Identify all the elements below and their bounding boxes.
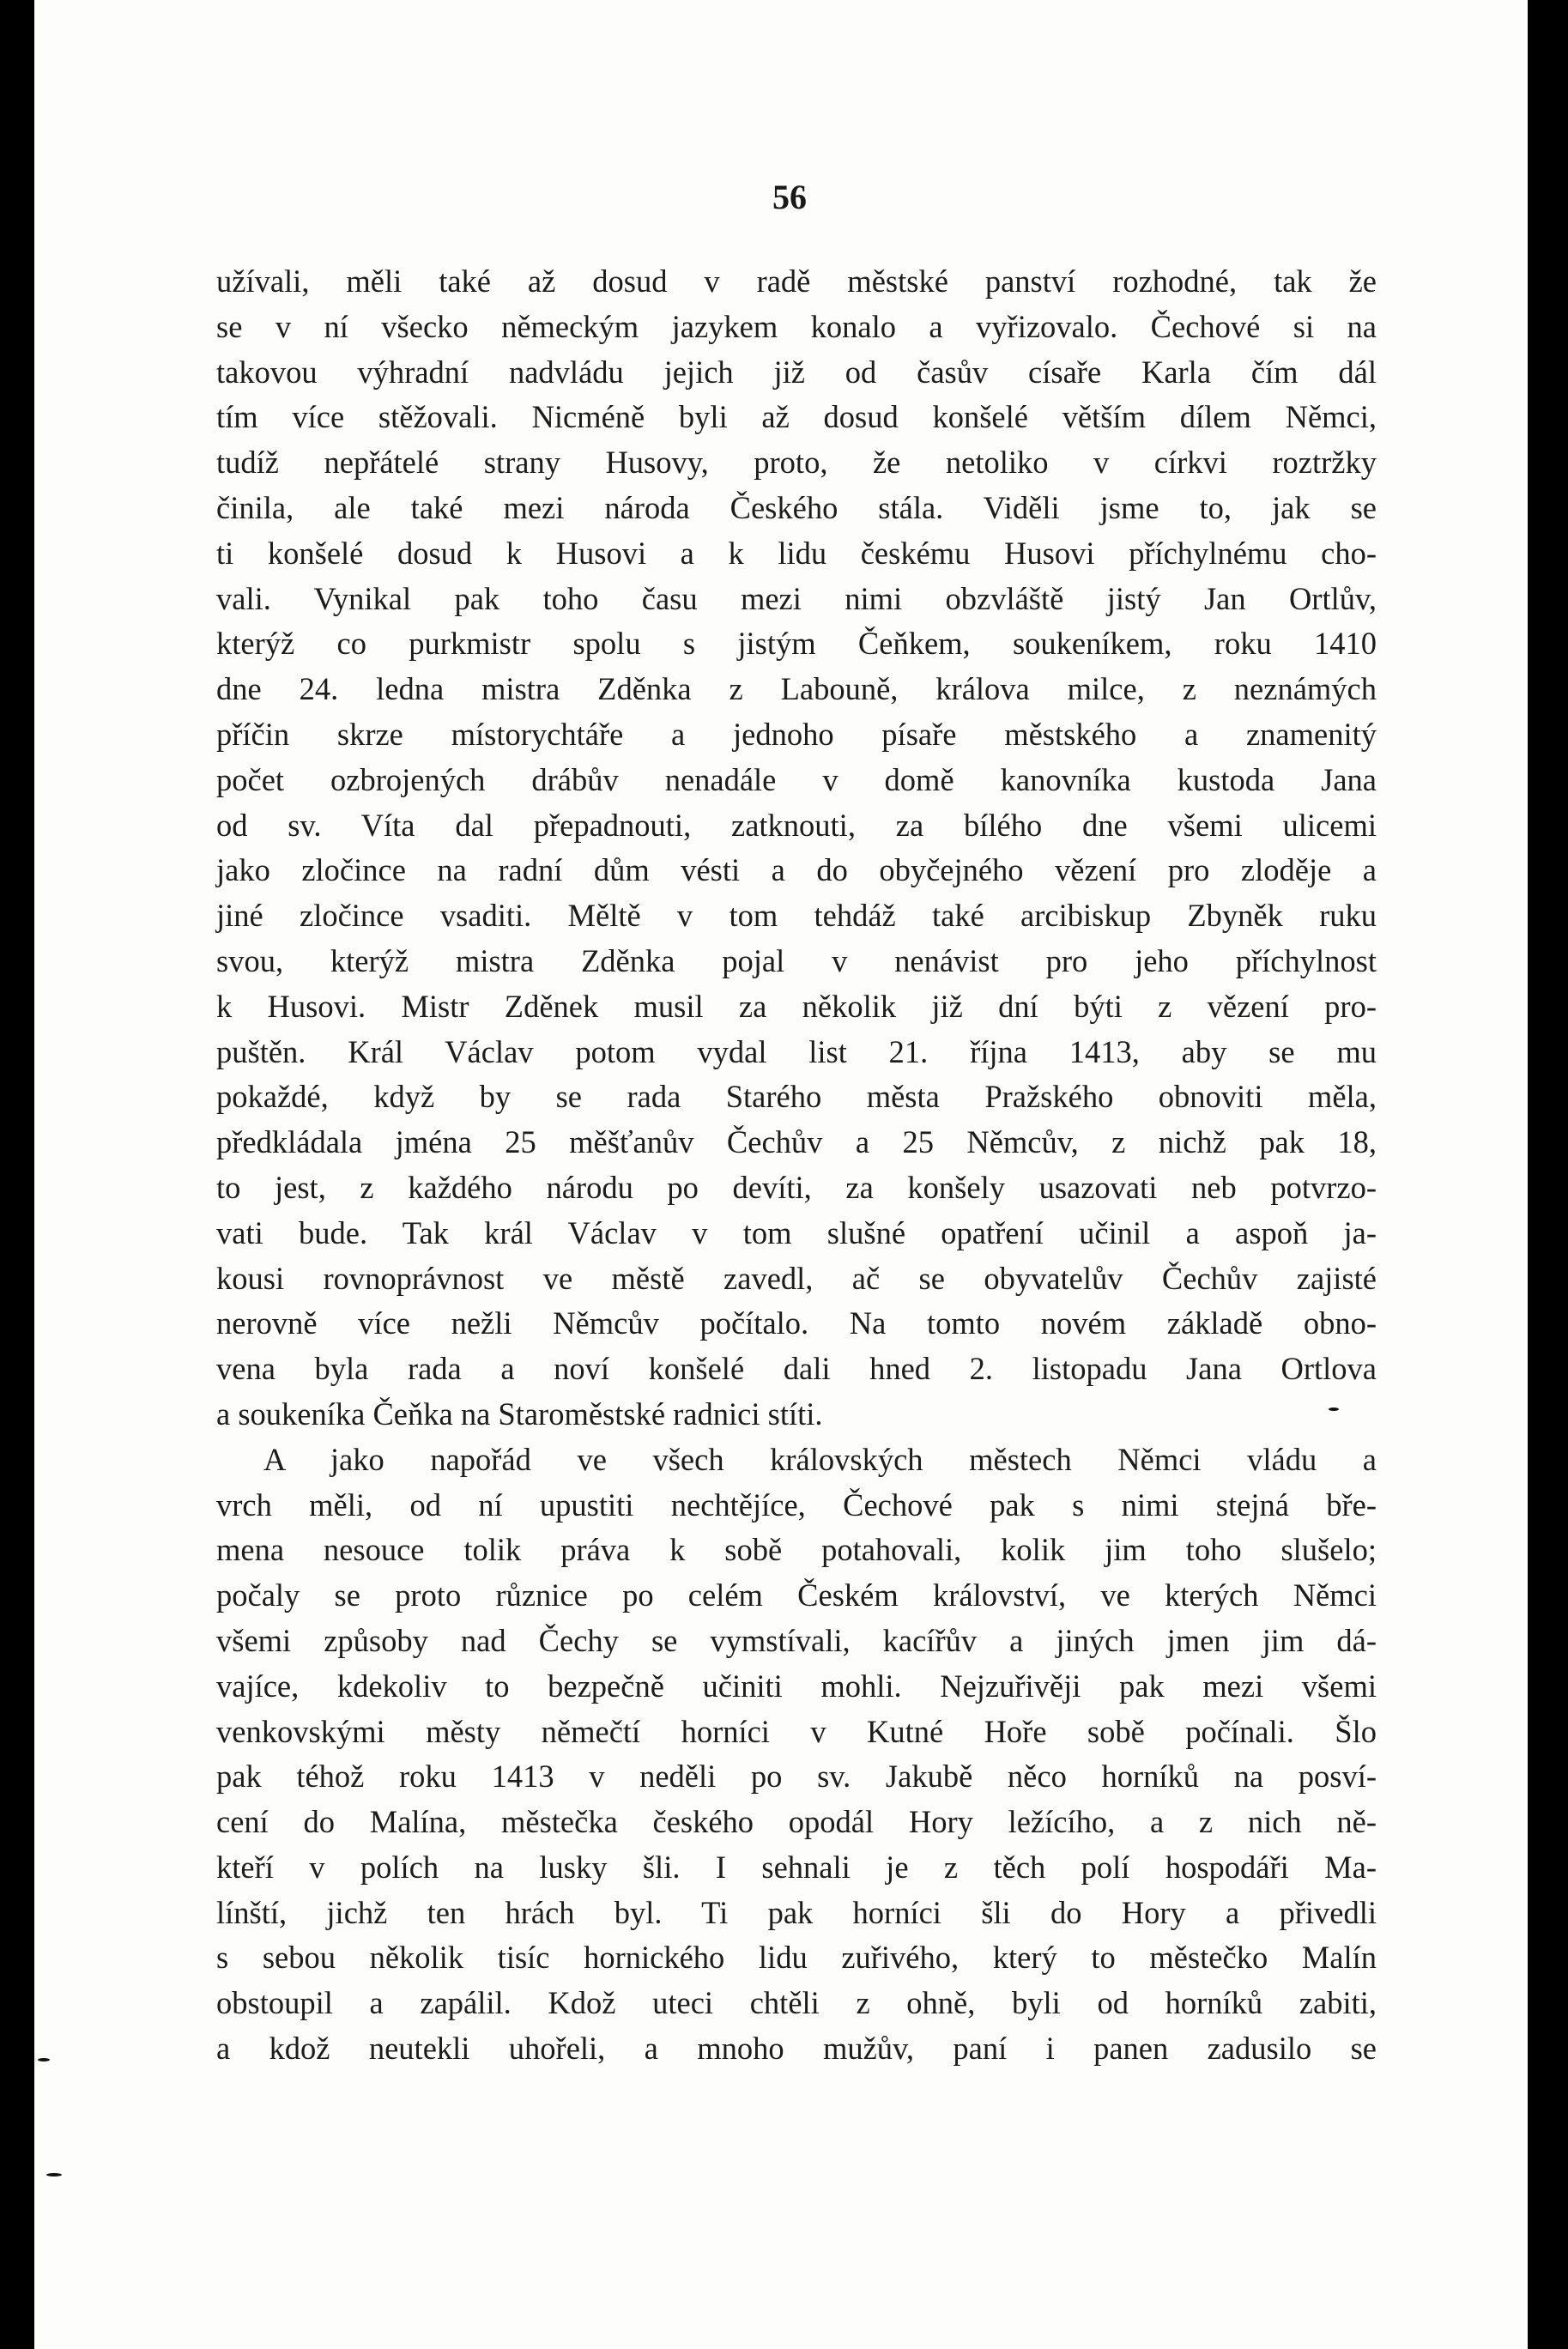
text-line: vrch měli, od ní upustiti nechtějíce, Čechové pak s nimi stejná bře-: [216, 1486, 1377, 1523]
body-text: [216, 259, 1377, 2072]
text-line: jiné zločince vsaditi. Měltě v tom tehdáž také arcibiskup Zbyněk ruku: [216, 898, 1377, 934]
text-line: tudíž nepřátelé strany Husovy, proto, že netoliko v církvi roztržky: [216, 445, 1377, 481]
text-line: s sebou několik tisíc hornického lidu zuřivého, který to městečko Malín: [216, 1940, 1377, 1976]
text-line: předkládala jména 25 měšťanův Čechův a 25 Němcův, z nichž pak 18,: [216, 1124, 1377, 1160]
text-line: a kdož neutekli uhořeli, a mnoho mužův, paní i panen zadusilo se: [216, 2031, 1377, 2067]
text-line: vajíce, kdekoliv to bezpečně učiniti mohli. Nejzuřivěji pak mezi všemi: [216, 1668, 1377, 1704]
text-line: od sv. Víta dal přepadnouti, zatknouti, za bílého dne všemi ulicemi: [216, 807, 1377, 843]
text-line: vena byla rada a noví konšelé dali hned 2. listopadu Jana Ortlova: [216, 1351, 1377, 1387]
text-line: užívali, měli také až dosud v radě městské panství rozhodné, tak že: [216, 263, 1377, 299]
text-line: pak téhož roku 1413 v neděli po sv. Jakubě něco horníků na posví-: [216, 1759, 1377, 1795]
text-line: počet ozbrojených drábův nenadále v domě kanovníka kustoda Jana: [216, 761, 1377, 797]
text-line: venkovskými městy němečtí horníci v Kutné Hoře sobě počínali. Šlo: [216, 1713, 1377, 1749]
text-line: puštěn. Král Václav potom vydal list 21. října 1413, aby se mu: [216, 1033, 1377, 1069]
text-line: všemi způsoby nad Čechy se vymstívali, kacířův a jiných jmen jim dá-: [216, 1622, 1377, 1658]
text-line: činila, ale také mezi národa Českého stála. Viděli jsme to, jak se: [216, 489, 1377, 525]
text-line: tím více stěžovali. Nicméně byli až dosud konšelé větším dílem Němci,: [216, 399, 1377, 435]
text-line: takovou výhradní nadvládu jejich již od časův císaře Karla čím dál: [216, 354, 1377, 390]
text-line: se v ní všecko německým jazykem konalo a vyřizovalo. Čechové si na: [216, 308, 1377, 344]
text-line: jako zločince na radní dům vésti a do obyčejného vězení pro zloděje a: [216, 852, 1377, 888]
paragraph-2: [216, 1438, 1377, 2072]
text-line: pokaždé, když by se rada Starého města Pražského obnoviti měla,: [216, 1079, 1377, 1115]
text-line: kterýž co purkmistr spolu s jistým Čeňkem, soukeníkem, roku 1410: [216, 626, 1377, 662]
text-line: příčin skrze místorychtáře a jednoho písaře městského a znamenitý: [216, 716, 1377, 752]
book-page: [34, 0, 1528, 2349]
text-line: dne 24. ledna mistra Zděnka z Labouně, králova milce, z neznámých: [216, 671, 1377, 707]
text-line: vati bude. Tak král Václav v tom slušné opatření učinil a aspoň ja-: [216, 1214, 1377, 1250]
text-line: cení do Malína, městečka českého opodál Hory ležícího, a z nich ně-: [216, 1804, 1377, 1840]
text-line: vali. Vynikal pak toho času mezi nimi obzvláště jistý Jan Ortlův,: [216, 580, 1377, 616]
text-line: ti konšelé dosud k Husovi a k lidu českému Husovi příchylnému cho-: [216, 535, 1377, 571]
text-line: obstoupil a zapálil. Kdož uteci chtěli z ohně, byli od horníků zabiti,: [216, 1985, 1377, 2021]
scan-speck: [1329, 1408, 1339, 1411]
text-line: línští, jichž ten hrách byl. Ti pak horníci šli do Hory a přivedli: [216, 1894, 1377, 1930]
text-line: kousi rovnoprávnost ve městě zavedl, ač se obyvatelův Čechův zajisté: [216, 1260, 1377, 1296]
scan-speck: [38, 2058, 50, 2061]
paragraph-1: [216, 259, 1377, 1438]
text-line: a soukeníka Čeňka na Staroměstské radnici stíti.: [216, 1395, 823, 1432]
scan-speck: [46, 2173, 62, 2176]
text-line: A jako napořád ve všech královských městech Němci vládu a: [263, 1441, 1377, 1477]
text-line: mena nesouce tolik práva k sobě potahovali, kolik jim toho slušelo;: [216, 1532, 1377, 1568]
page-number: 56: [772, 178, 807, 216]
text-line: kteří v polích na lusky šli. I sehnali je z těch polí hospodáři Ma-: [216, 1849, 1377, 1885]
text-line: počaly se proto různice po celém Českém království, ve kterých Němci: [216, 1577, 1377, 1613]
text-line: to jest, z každého národu po devíti, za konšely usazovati neb potvrzo-: [216, 1169, 1377, 1205]
text-line: svou, kterýž mistra Zděnka pojal v nenávist pro jeho příchylnost: [216, 942, 1377, 978]
text-line: k Husovi. Mistr Zděnek musil za několik již dní býti z vězení pro-: [216, 988, 1377, 1024]
text-line: nerovně více nežli Němcův počítalo. Na tomto novém základě obno-: [216, 1305, 1377, 1341]
